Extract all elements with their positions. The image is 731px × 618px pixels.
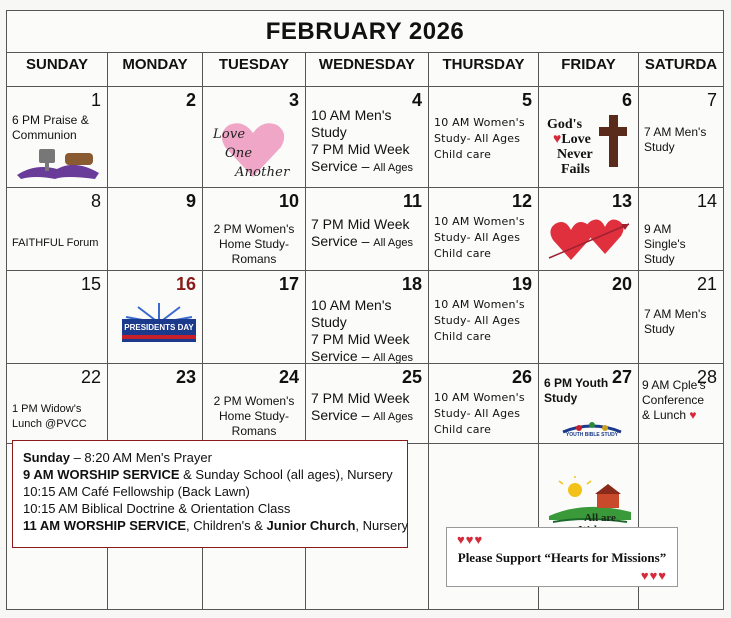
day-number: 4 [411, 90, 422, 110]
event-text: 2 PM Women's [213, 394, 295, 408]
day-number: 6 [621, 90, 632, 110]
day-cell-24 [203, 364, 306, 444]
event-text: Study [311, 314, 347, 330]
weekday-saturday: SATURDA [639, 53, 723, 87]
day-number: 28 [696, 367, 717, 387]
day-number: 24 [278, 367, 299, 387]
notice-text: – 8:20 AM Men's Prayer [69, 450, 212, 465]
event-womens-home-study [205, 222, 303, 267]
event-text: 7 PM Mid Week [311, 141, 410, 157]
event-text: Study- All Ages [434, 231, 521, 244]
day-number: 2 [185, 90, 196, 110]
love-text: One [225, 146, 253, 161]
day-cell-16 [108, 271, 203, 364]
event-text: Lunch @PVCC [12, 418, 87, 430]
gods-text: God's [547, 117, 583, 132]
event-text: Child care [434, 247, 492, 260]
event-text: Conference [642, 393, 705, 407]
heart-icon: ♥ [689, 408, 697, 422]
communion-icon [15, 145, 103, 181]
event-womens-study [434, 297, 525, 345]
notice-text: , Children's & [186, 518, 267, 533]
gods-text: Fails [561, 162, 590, 177]
day-number: 5 [521, 90, 532, 110]
day-number: 8 [90, 191, 101, 211]
weekday-sunday: SUNDAY [7, 53, 108, 87]
love-text: Love [213, 127, 246, 142]
day-cell-5 [429, 87, 539, 188]
youth-banner-text: YOUTH BIBLE STUDY [565, 432, 619, 438]
notice-bold: 11 AM WORSHIP SERVICE [23, 518, 187, 533]
event-text: Study- All Ages [434, 314, 521, 327]
hearts-icon: ♥♥♥ [640, 568, 667, 583]
day-number: 19 [511, 274, 532, 294]
gods-love-never-fails [547, 117, 593, 177]
event-text: 1 PM Widow's [12, 403, 82, 415]
day-number: 14 [696, 191, 717, 211]
event-faithful-forum: FAITHFUL Forum [12, 237, 99, 249]
event-text: 6 PM Praise & [12, 113, 89, 127]
day-cell-14 [639, 188, 723, 271]
gods-text: Never [557, 147, 593, 162]
day-cell-6 [539, 87, 639, 188]
event-text: 7 AM Men's [644, 125, 707, 139]
day-cell-21 [639, 271, 723, 364]
hearts-arrow-icon [547, 214, 631, 266]
event-text: 10 AM Women's [434, 116, 525, 129]
day-number: 25 [401, 367, 422, 387]
event-text: & Lunch [642, 408, 687, 422]
event-womens-home-study [205, 394, 303, 439]
event-womens-study [434, 115, 525, 163]
day-cell-7 [639, 87, 723, 188]
event-text: Service – [311, 407, 370, 423]
weekday-thursday: THURSDAY [429, 53, 539, 87]
event-text: 9 AM Cple's [642, 378, 706, 392]
event-text: 6 PM Youth [544, 376, 609, 390]
support-text: Please Support “Hearts for Missions” [457, 550, 667, 565]
day-cell-22 [7, 364, 108, 444]
event-text: Study- All Ages [434, 132, 521, 145]
love-one-another [213, 125, 290, 182]
event-widows-lunch [12, 402, 87, 432]
event-text: All Ages [373, 352, 413, 364]
event-singles-study [644, 222, 686, 267]
event-text: 7 PM Mid Week [311, 216, 410, 232]
day-cell-10 [203, 188, 306, 271]
hearts-icon: ♥♥♥ [457, 532, 484, 547]
weekday-monday: MONDAY [108, 53, 203, 87]
event-text: 10 AM Women's [434, 215, 525, 228]
day-cell-13 [539, 188, 639, 271]
event-mens-study-midweek [311, 107, 413, 177]
event-text: Study- All Ages [434, 407, 521, 420]
event-text: Service – [311, 233, 370, 249]
day-cell-26 [429, 364, 539, 444]
calendar-title: FEBRUARY 2026 [7, 11, 723, 53]
event-text: 9 AM [644, 222, 672, 236]
event-text: Study [644, 140, 675, 154]
day-number: 18 [401, 274, 422, 294]
event-praise-communion [12, 113, 89, 143]
heart-icon: ♥ [553, 132, 562, 147]
day-cell-1 [7, 87, 108, 188]
day-number: 10 [278, 191, 299, 211]
sunday-schedule-notice [12, 440, 408, 548]
event-text: 2 PM Women's [213, 222, 295, 236]
weekday-tuesday: TUESDAY [203, 53, 306, 87]
event-text: All Ages [373, 411, 413, 423]
day-number: 20 [611, 274, 632, 294]
day-cell-4 [306, 87, 429, 188]
day-number: 17 [278, 274, 299, 294]
event-mens-study-midweek [311, 297, 413, 364]
notice-line [23, 517, 409, 534]
love-text: Another [235, 165, 290, 180]
event-text: Service – [311, 348, 370, 364]
day-number: 16 [175, 274, 196, 294]
gods-text: Love [561, 132, 591, 147]
event-text: 10 AM Women's [434, 391, 525, 404]
notice-bold: 9 AM WORSHIP SERVICE [23, 467, 180, 482]
event-midweek [311, 390, 413, 426]
day-cell-18 [306, 271, 429, 364]
day-number: 3 [288, 90, 299, 110]
day-cell-8 [7, 188, 108, 271]
day-cell-25 [306, 364, 429, 444]
notice-bold: Sunday [23, 450, 70, 465]
event-womens-study [434, 390, 525, 438]
hearts-for-missions-box [446, 527, 678, 587]
event-text: Romans [231, 424, 277, 438]
event-text: Single's [644, 237, 686, 251]
notice-line [23, 466, 397, 483]
event-text: 7 AM Men's [644, 307, 707, 321]
day-cell-9 [108, 188, 203, 271]
day-number: 23 [175, 367, 196, 387]
event-text: Home Study- [218, 237, 290, 251]
day-number: 13 [611, 191, 632, 211]
event-text: Child care [434, 423, 492, 436]
event-text: All Ages [373, 162, 413, 174]
day-cell-27 [539, 364, 639, 444]
day-number: 15 [80, 274, 101, 294]
event-text: Study [644, 322, 675, 336]
day-number: 26 [511, 367, 532, 387]
notice-line [23, 449, 397, 466]
event-youth-study [544, 376, 608, 406]
event-text: Study [644, 252, 675, 266]
day-number: 11 [402, 191, 422, 211]
notice-bold: Junior Church [266, 518, 356, 533]
event-text: Service – [311, 158, 370, 174]
day-number: 22 [80, 367, 101, 387]
event-text: 10 AM Men's [311, 107, 392, 123]
event-text: 10 AM Men's [311, 297, 392, 313]
day-cell-11 [306, 188, 429, 271]
welcome-line: All are [584, 512, 616, 524]
day-number: 21 [696, 274, 717, 294]
event-couples-conference [642, 378, 706, 423]
day-cell-28 [639, 364, 723, 444]
day-cell-17 [203, 271, 306, 364]
cross-icon [597, 113, 629, 169]
event-text: All Ages [373, 237, 413, 249]
event-text: Home Study- [218, 409, 290, 423]
day-cell-2 [108, 87, 203, 188]
day-number: 9 [185, 191, 196, 211]
event-midweek [311, 216, 413, 252]
presidents-day-label: PRESIDENTS DAY [124, 323, 194, 332]
event-text: Communion [12, 128, 77, 142]
day-cell-19 [429, 271, 539, 364]
notice-text: , Nursery [355, 518, 409, 533]
event-text: Study [544, 391, 578, 405]
day-cell-20 [539, 271, 639, 364]
day-cell-3 [203, 87, 306, 188]
event-text: 10 AM Women's [434, 298, 525, 311]
day-number: 7 [706, 90, 717, 110]
event-sat-mens-study [644, 125, 706, 155]
event-text: 7 PM Mid Week [311, 331, 410, 347]
event-text: Romans [231, 252, 277, 266]
event-text: Child care [434, 148, 492, 161]
day-cell-12 [429, 188, 539, 271]
notice-line: 10:15 AM Café Fellowship (Back Lawn) [23, 484, 250, 499]
day-cell-23 [108, 364, 203, 444]
event-text: Study [311, 124, 347, 140]
day-cell-15 [7, 271, 108, 364]
day-number: 12 [511, 191, 532, 211]
day-number: 1 [90, 90, 101, 110]
day-number: 27 [611, 367, 632, 387]
notice-line: 10:15 AM Biblical Doctrine & Orientation Class [23, 501, 291, 516]
event-text: Child care [434, 330, 492, 343]
event-sat-mens-study [644, 307, 706, 337]
event-text: 7 PM Mid Week [311, 390, 410, 406]
weekday-wednesday: WEDNESDAY [306, 53, 429, 87]
event-womens-study [434, 214, 525, 262]
weekday-friday: FRIDAY [539, 53, 639, 87]
notice-text: & Sunday School (all ages), Nursery [179, 467, 393, 482]
